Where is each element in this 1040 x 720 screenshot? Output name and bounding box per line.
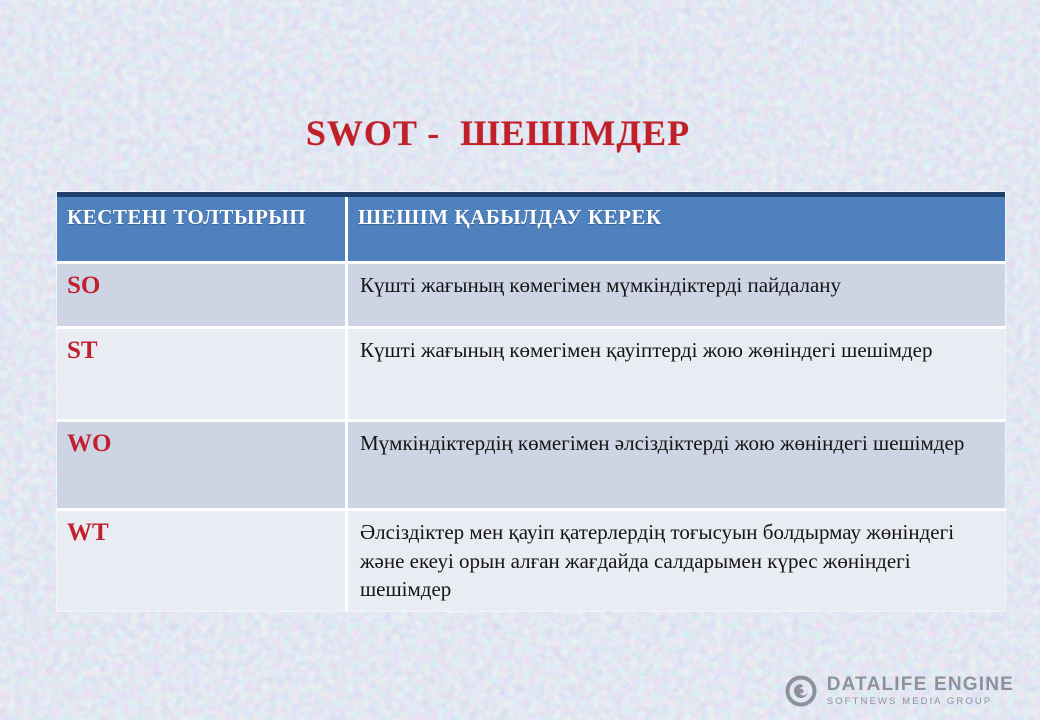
datalife-engine-logo-icon: [784, 674, 818, 708]
row-wt-text: Әлсіздіктер мен қауіп қатерлердің тоғысуын болдырмау жөніндегі және екеуі орын алған жағдайда салдарымен күрес жөніндегі шешімдер: [348, 511, 1005, 611]
swot-table: [57, 192, 1005, 611]
row-st-text: Күшті жағының көмегімен қауіптерді жою жөніндегі шешімдер: [348, 329, 1005, 419]
watermark-text: [827, 675, 1014, 708]
datalife-engine-watermark: [784, 674, 1014, 708]
page-title: SWOT - ШЕШІМДЕР: [305, 113, 691, 153]
table-header-right: ШЕШІМ ҚАБЫЛДАУ КЕРЕК: [348, 197, 1005, 261]
table-header-left: КЕСТЕНІ ТОЛТЫРЫП: [57, 197, 345, 261]
row-wo-label: WO: [57, 422, 345, 508]
row-wo-text: Мүмкіндіктердің көмегімен әлсіздіктерді жою жөніндегі шешімдер: [348, 422, 1005, 508]
watermark-name: DATALIFE ENGINE: [826, 673, 1014, 695]
row-wt-label: WT: [57, 511, 345, 611]
row-so-label: SO: [57, 264, 345, 326]
row-st-label: ST: [57, 329, 345, 419]
row-so-text: Күшті жағының көмегімен мүмкіндіктерді пайдалану: [348, 264, 1005, 326]
watermark-subtitle: SOFTNEWS MEDIA GROUP: [826, 696, 993, 708]
